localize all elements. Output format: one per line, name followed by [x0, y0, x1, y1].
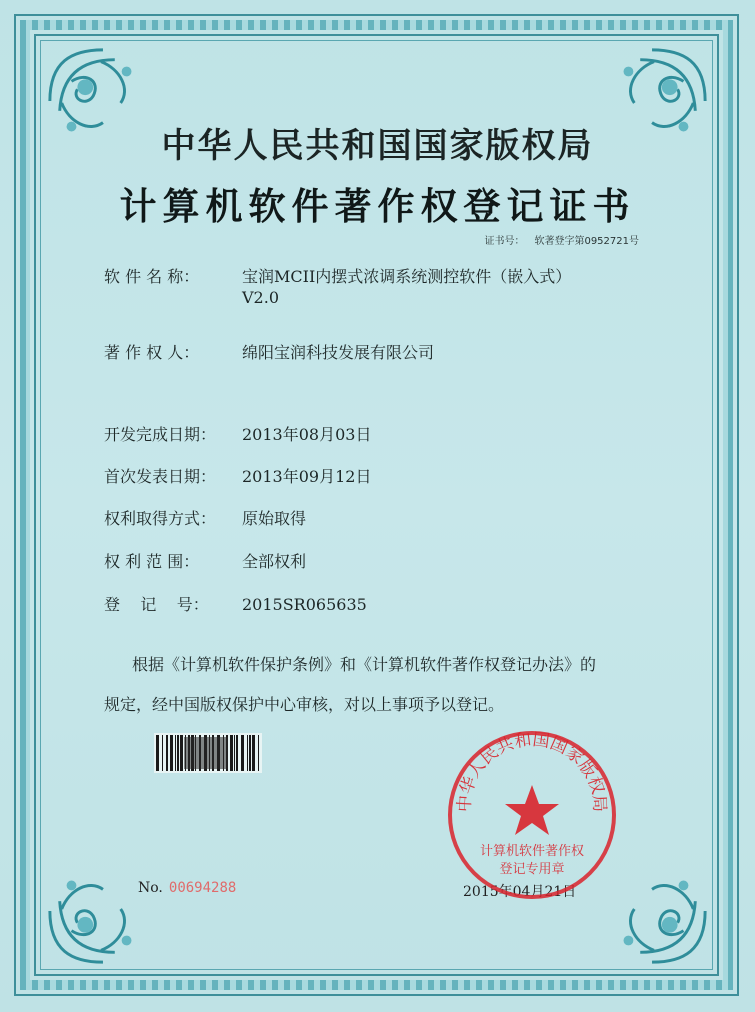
field-label: 权利取得方式： [104, 509, 217, 528]
software-version: V2.0 [242, 288, 279, 307]
certificate-number-label: 证书号： [484, 236, 525, 247]
official-seal-icon [444, 727, 620, 903]
field-rights-scope [104, 551, 307, 573]
field-label: 首次发表日期： [104, 467, 217, 486]
svg-text:中华人民共和国国家版权局: 中华人民共和国国家版权局 [454, 729, 610, 813]
field-publication-date [104, 466, 372, 488]
statement-line-2: 规定，经中国版权保护中心审核，对以上事项予以登记。 [104, 695, 505, 714]
certificate-title: 计算机软件著作权登记证书 [119, 184, 636, 228]
field-label: 开发完成日期： [104, 425, 217, 444]
field-label: 著 作 权 人： [104, 343, 200, 362]
field-value: 原始取得 [242, 509, 307, 528]
field-acquisition-method [104, 508, 307, 530]
corner-ornament-icon [42, 852, 160, 970]
serial-value: 00694288 [168, 880, 237, 896]
field-software-name [104, 266, 572, 288]
serial-number [138, 880, 236, 896]
field-value: 2015SR065635 [242, 595, 367, 614]
serial-label: No. [138, 880, 163, 896]
field-value: 全部权利 [242, 552, 307, 571]
field-development-date [104, 424, 372, 446]
field-label: 权 利 范 围： [104, 552, 200, 571]
field-value: 宝润MCII内摆式浓调系统测控软件（嵌入式） [242, 267, 572, 286]
field-label: 登 记 号： [104, 595, 209, 614]
field-copyright-owner [104, 342, 435, 364]
svg-text:计算机软件著作权: 计算机软件著作权 [479, 844, 585, 859]
field-label: 软 件 名 称： [104, 267, 200, 286]
issuing-authority: 中华人民共和国国家版权局 [161, 126, 594, 166]
field-value: 2013年08月03日 [242, 425, 372, 444]
field-value: 绵阳宝润科技发展有限公司 [242, 343, 435, 362]
field-registration-number [104, 594, 367, 616]
statement-line-1: 根据《计算机软件保护条例》和《计算机软件著作权登记办法》的 [132, 655, 597, 674]
certificate-number-value: 软著登字第0952721号 [534, 236, 639, 247]
barcode-icon [154, 733, 262, 773]
field-value: 2013年09月12日 [242, 467, 372, 486]
issue-date: 2015年04月21日 [463, 884, 577, 900]
svg-text:登记专用章: 登记专用章 [499, 862, 565, 877]
certificate-number [474, 232, 639, 247]
